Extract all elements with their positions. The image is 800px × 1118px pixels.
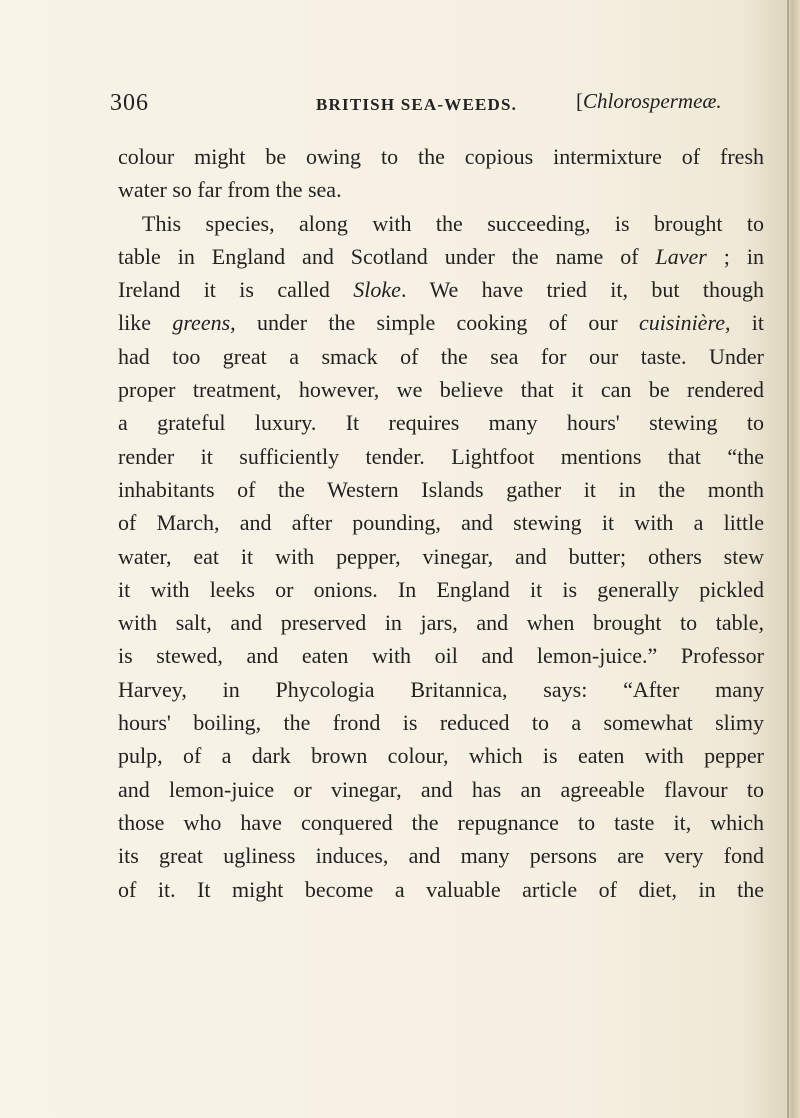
text-line: a grateful luxury. It requires many hours' stewing to [118,410,764,436]
text-line: hours' boiling, the frond is reduced to a somewhat slimy [118,710,764,736]
page-number: 306 [110,90,149,116]
text-line [118,240,764,273]
text-line [118,306,764,339]
section-name: Chlorospermeæ. [583,89,722,113]
body-text [118,140,764,906]
text-line: water, eat it with pepper, vinegar, and butter; others stew [118,543,764,569]
text-span: like [118,310,173,336]
page-edge-line [787,0,789,1118]
text-line: This species, along with the succeeding, is brought to [142,210,764,236]
text-line: render it sufficiently tender. Lightfoot mentions that “the [118,443,764,469]
text-line: those who have conquered the repugnance to taste it, which [118,809,764,835]
text-span: . We have tried it, but though [400,277,764,303]
italic-term: Laver [655,243,707,269]
text-line: pulp, of a dark brown colour, which is eaten with pepper [118,743,764,769]
text-line: Harvey, in Phycologia Britannica, says: “After many [118,676,764,702]
section-bracket: [ [576,89,583,113]
text-line: is stewed, and eaten with oil and lemon-juice.” Professor [118,643,764,669]
text-span: Ireland it is called [118,277,354,303]
text-line: proper treatment, however, we believe that it can be rendered [118,377,764,403]
text-line: and lemon-juice or vinegar, and has an agreeable flavour to [118,776,764,802]
italic-term: cuisinière [639,310,725,336]
text-line: it with leeks or onions. In England it is generally pickled [118,576,764,602]
text-line: of March, and after pounding, and stewing it with a little [118,510,764,536]
section-title [576,89,722,114]
running-title: BRITISH SEA-WEEDS. [316,95,518,114]
text-line: its great ugliness induces, and many persons are very fond [118,843,764,869]
text-span: ; in [706,243,764,269]
text-span: , under the simple cooking of our [230,310,640,336]
text-span: , it [724,310,764,336]
italic-term: Sloke [353,277,401,303]
text-line: water so far from the sea. [118,177,342,203]
text-line: colour might be owing to the copious intermixture of fresh [118,144,764,169]
text-line: of it. It might become a valuable article of diet, in the [118,876,764,902]
italic-term: greens [172,310,231,336]
text-line: with salt, and preserved in jars, and when brought to table, [118,610,764,636]
text-line: had too great a smack of the sea for our taste. Under [118,343,764,369]
text-line: inhabitants of the Western Islands gather it in the month [118,476,764,502]
text-span: table in England and Scotland under the name of [118,243,656,269]
text-line [118,273,764,306]
running-header [110,86,750,122]
